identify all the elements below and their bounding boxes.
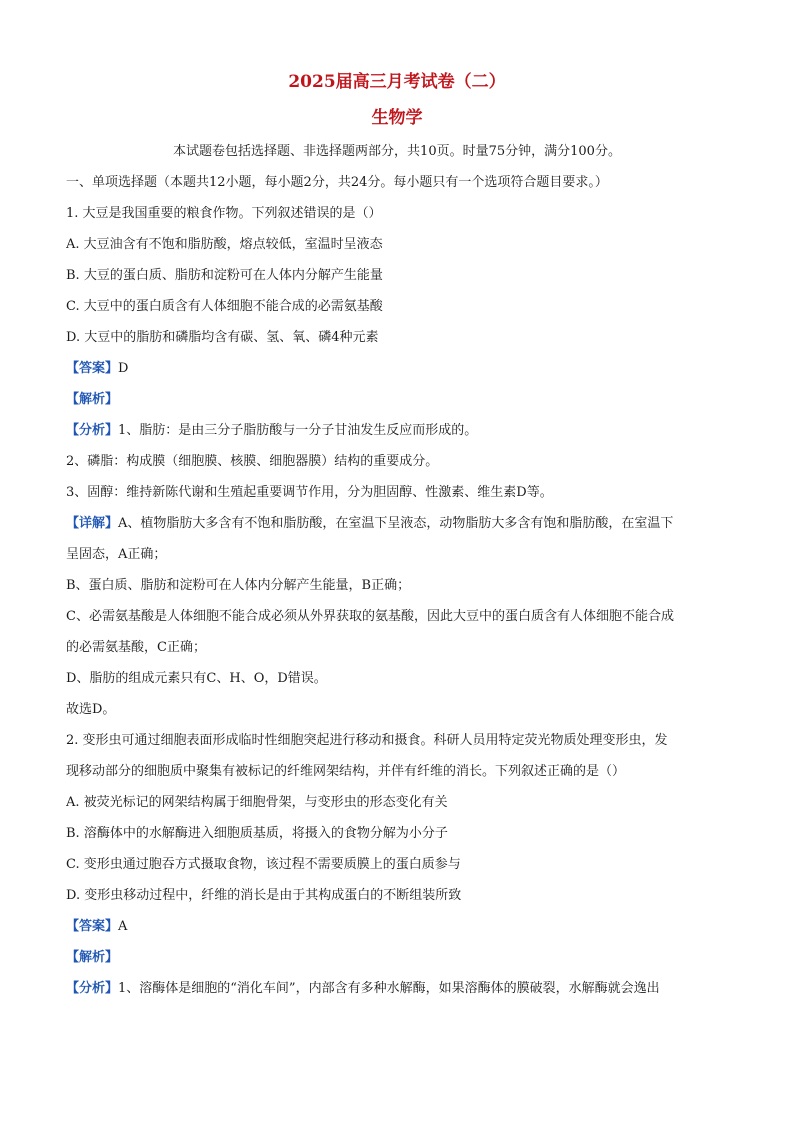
q1-xiangjie-c1: C、必需氨基酸是人体细胞不能合成必须从外界获取的氨基酸，因此大豆中的蛋白质含有人体细胞不能合成	[66, 609, 674, 624]
q1-fenxi-2: 2、磷脂：构成膜（细胞膜、核膜、细胞器膜）结构的重要成分。	[66, 454, 439, 469]
q1-conclusion: 故选D。	[66, 702, 116, 717]
q2-fenxi-1-text: 1、溶酶体是细胞的“消化车间”，内部含有多种水解酶，如果溶酶体的膜破裂，水解酶就会逸出	[118, 981, 660, 996]
q2-fenxi-1	[66, 973, 728, 1004]
section-heading: 一、单项选择题（本题共12小题，每小题2分，共24分。每小题只有一个选项符合题目要求。）	[66, 175, 608, 190]
q1-fenxi-1	[66, 415, 728, 446]
q2-answer	[66, 911, 728, 942]
q2-stem-1: 2. 变形虫可通过细胞表面形成临时性细胞突起进行移动和摄食。科研人员用特定荧光物质处理变形虫，发	[66, 733, 668, 748]
q1-xiangjie-a2: 呈固态，A正确；	[66, 547, 167, 562]
q2-stem-2: 现移动部分的细胞质中聚集有被标记的纤维网架结构，并伴有纤维的消长。下列叙述正确的是（）	[66, 764, 626, 779]
q1-analysis-tag: 【解析】	[66, 392, 119, 407]
q1-answer-value: D	[118, 361, 129, 376]
q2-answer-value: A	[118, 919, 128, 934]
q1-option-a: A. 大豆油含有不饱和脂肪酸，熔点较低，室温时呈液态	[66, 237, 383, 252]
q1-xiangjie-tag: 【详解】	[66, 516, 119, 531]
q1-option-c: C. 大豆中的蛋白质含有人体细胞不能合成的必需氨基酸	[66, 299, 383, 314]
q1-option-b: B. 大豆的蛋白质、脂肪和淀粉可在人体内分解产生能量	[66, 268, 383, 283]
q1-xiangjie-c2: 的必需氨基酸，C正确；	[66, 640, 206, 655]
q2-option-a: A. 被荧光标记的网架结构属于细胞骨架，与变形虫的形态变化有关	[66, 795, 448, 810]
q1-fenxi-tag: 【分析】	[66, 423, 119, 438]
q1-fenxi-1-text: 1、脂肪：是由三分子脂肪酸与一分子甘油发生反应而形成的。	[118, 423, 478, 438]
q1-xiangjie-a1-text: A、植物脂肪大多含有不饱和脂肪酸，在室温下呈液态，动物脂肪大多含有饱和脂肪酸，在室温下	[118, 516, 674, 531]
exam-title: 2025届高三月考试卷（二）	[288, 72, 506, 92]
q1-xiangjie-d: D、脂肪的组成元素只有C、H、O，D错误。	[66, 671, 327, 686]
q1-stem: 1. 大豆是我国重要的粮食作物。下列叙述错误的是（）	[66, 206, 382, 221]
q2-option-b: B. 溶酶体中的水解酶进入细胞质基质，将摄入的食物分解为小分子	[66, 826, 448, 841]
q2-option-c: C. 变形虫通过胞吞方式摄取食物，该过程不需要质膜上的蛋白质参与	[66, 857, 461, 872]
subject-title: 生物学	[371, 108, 423, 128]
exam-intro: 本试题卷包括选择题、非选择题两部分，共10页。时量75分钟，满分100分。	[173, 144, 621, 159]
q1-xiangjie-b: B、蛋白质、脂肪和淀粉可在人体内分解产生能量，B正确；	[66, 578, 411, 593]
q1-answer	[66, 353, 728, 384]
q2-analysis-tag: 【解析】	[66, 950, 119, 965]
q1-xiangjie-a1	[66, 508, 728, 539]
q2-option-d: D. 变形虫移动过程中，纤维的消长是由于其构成蛋白的不断组装所致	[66, 888, 462, 903]
q1-option-d: D. 大豆中的脂肪和磷脂均含有碳、氢、氧、磷4种元素	[66, 330, 379, 345]
q2-answer-tag: 【答案】	[66, 919, 119, 934]
q1-analysis	[66, 384, 728, 415]
q2-analysis	[66, 942, 728, 973]
q2-fenxi-tag: 【分析】	[66, 981, 119, 996]
q1-fenxi-3: 3、固醇：维持新陈代谢和生殖起重要调节作用，分为胆固醇、性激素、维生素D等。	[66, 485, 553, 500]
q1-answer-tag: 【答案】	[66, 361, 119, 376]
